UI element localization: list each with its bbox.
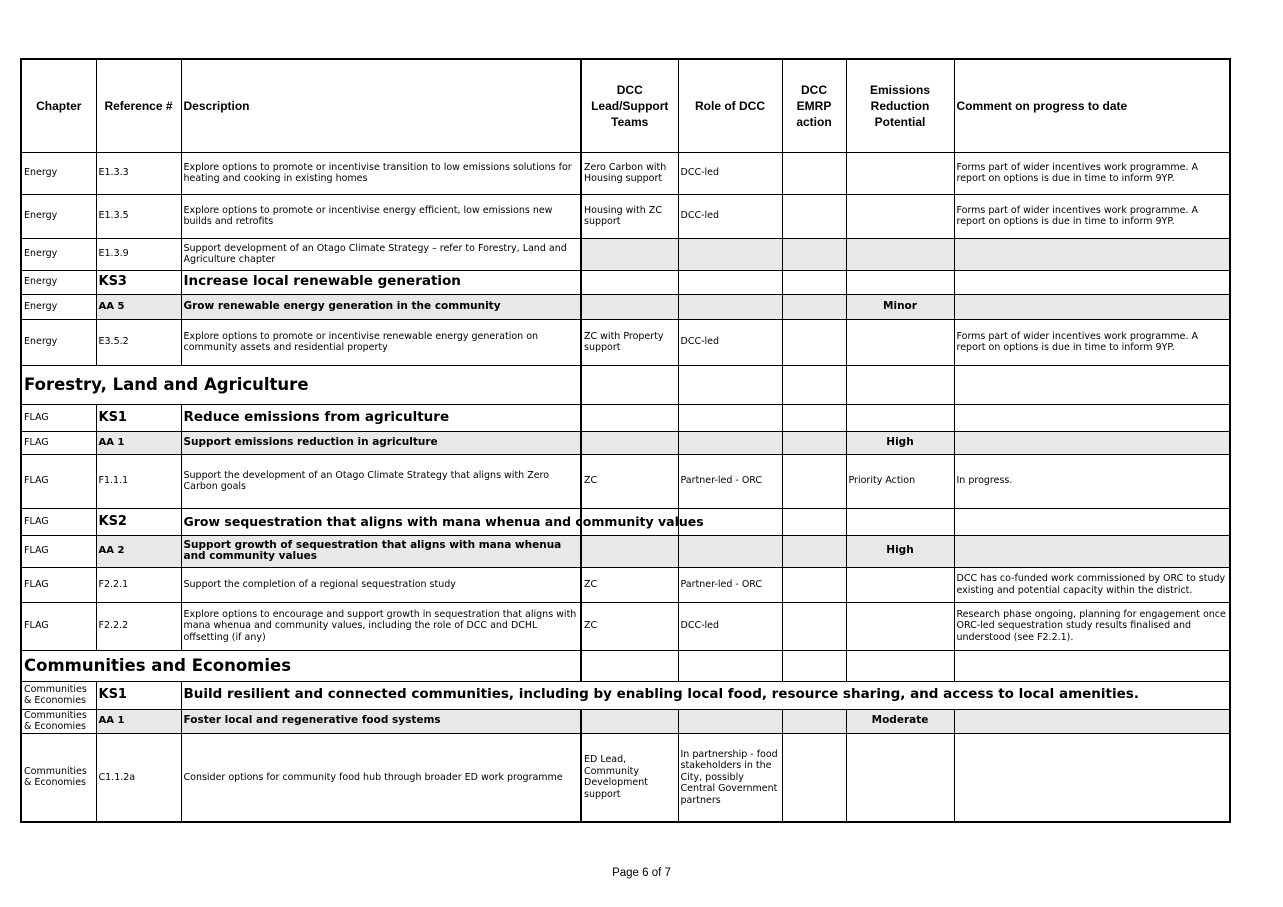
cell-lead (581, 270, 678, 294)
table-row (21, 681, 1230, 709)
table-row (21, 194, 1230, 238)
cell-role (678, 365, 782, 404)
cell-role: DCC-led (678, 602, 782, 650)
cell-lead (581, 535, 678, 567)
cell-comment: In progress. (954, 454, 1230, 508)
cell-lead (581, 431, 678, 454)
cell-lead: Housing with ZC support (581, 194, 678, 238)
table-row (21, 404, 1230, 431)
cell-chapter: Communities & Economies (21, 733, 96, 822)
cell-lead (581, 404, 678, 431)
cell-comment (954, 431, 1230, 454)
cell-comment (954, 365, 1230, 404)
section-heading: Communities and Economies (21, 650, 581, 681)
header-row (21, 59, 1230, 152)
cell-potential (846, 650, 954, 681)
cell-lead: ZC (581, 567, 678, 602)
section-row (21, 365, 1230, 404)
cell-comment (954, 270, 1230, 294)
cell-chapter: FLAG (21, 567, 96, 602)
cell-reference: KS1 (96, 404, 181, 431)
cell-role: DCC-led (678, 194, 782, 238)
header-emrp: DCC EMRP action (782, 59, 846, 152)
cell-reference: AA 1 (96, 431, 181, 454)
cell-description: Grow renewable energy generation in the community (181, 294, 581, 319)
cell-reference: E1.3.9 (96, 238, 181, 270)
cell-role (678, 270, 782, 294)
cell-description: Consider options for community food hub through broader ED work programme (181, 733, 581, 822)
cell-comment (954, 535, 1230, 567)
table-row (21, 152, 1230, 194)
cell-emrp (782, 733, 846, 822)
cell-potential: Priority Action (846, 454, 954, 508)
cell-chapter: Communities & Economies (21, 709, 96, 733)
cell-potential: High (846, 431, 954, 454)
cell-lead (581, 650, 678, 681)
table-row (21, 567, 1230, 602)
table-row (21, 270, 1230, 294)
cell-description: Explore options to promote or incentivise energy efficient, low emissions new builds and retrofits (181, 194, 581, 238)
cell-role (678, 650, 782, 681)
cell-emrp (782, 238, 846, 270)
cell-description: Explore options to encourage and support growth in sequestration that aligns with mana whenua and community values, including the role of DCC and DCHL offsetting (if any) (181, 602, 581, 650)
cell-chapter: FLAG (21, 508, 96, 535)
cell-description: Foster local and regenerative food systems (181, 709, 581, 733)
cell-reference: E3.5.2 (96, 319, 181, 365)
cell-potential (846, 238, 954, 270)
cell-role (678, 294, 782, 319)
progress-table (20, 58, 1231, 823)
cell-chapter: FLAG (21, 535, 96, 567)
cell-potential (846, 508, 954, 535)
header-lead: DCC Lead/Support Teams (581, 59, 678, 152)
cell-comment: DCC has co-funded work commissioned by ORC to study existing and potential capacity within the district. (954, 567, 1230, 602)
cell-emrp (782, 454, 846, 508)
cell-comment (954, 709, 1230, 733)
cell-description: Build resilient and connected communities, including by enabling local food, resource sharing, and access to local amenities. (181, 681, 1230, 709)
cell-comment: Research phase ongoing, planning for engagement once ORC-led sequestration study results finalised and understood (see F2.2.1). (954, 602, 1230, 650)
cell-lead: ZC with Property support (581, 319, 678, 365)
header-role: Role of DCC (678, 59, 782, 152)
cell-emrp (782, 294, 846, 319)
cell-lead: ZC (581, 602, 678, 650)
table-row (21, 454, 1230, 508)
header-comment: Comment on progress to date (954, 59, 1230, 152)
cell-potential: High (846, 535, 954, 567)
cell-role: Partner-led - ORC (678, 454, 782, 508)
cell-potential (846, 733, 954, 822)
cell-emrp (782, 709, 846, 733)
cell-reference: AA 1 (96, 709, 181, 733)
cell-comment (954, 238, 1230, 270)
cell-comment: Forms part of wider incentives work programme. A report on options is due in time to inform 9YP. (954, 319, 1230, 365)
cell-comment (954, 650, 1230, 681)
cell-role (678, 238, 782, 270)
page-number: Page 6 of 7 (612, 867, 671, 879)
cell-emrp (782, 404, 846, 431)
cell-role (678, 709, 782, 733)
cell-reference: F1.1.1 (96, 454, 181, 508)
cell-reference: E1.3.5 (96, 194, 181, 238)
cell-lead (581, 238, 678, 270)
cell-potential (846, 270, 954, 294)
cell-chapter: FLAG (21, 431, 96, 454)
cell-comment: Forms part of wider incentives work programme. A report on options is due in time to inform 9YP. (954, 194, 1230, 238)
cell-description: Reduce emissions from agriculture (181, 404, 581, 431)
cell-reference: C1.1.2a (96, 733, 181, 822)
cell-emrp (782, 365, 846, 404)
cell-emrp (782, 650, 846, 681)
cell-chapter: FLAG (21, 602, 96, 650)
cell-chapter: FLAG (21, 404, 96, 431)
cell-lead (581, 365, 678, 404)
table-row (21, 602, 1230, 650)
cell-chapter: Energy (21, 194, 96, 238)
table-row (21, 733, 1230, 822)
header-description: Description (181, 59, 581, 152)
cell-potential (846, 152, 954, 194)
cell-description: Explore options to promote or incentivise renewable energy generation on community assets and residential property (181, 319, 581, 365)
table-row (21, 508, 1230, 535)
cell-comment (954, 294, 1230, 319)
cell-chapter: Energy (21, 319, 96, 365)
cell-lead (581, 709, 678, 733)
cell-potential (846, 194, 954, 238)
cell-role: In partnership - food stakeholders in the City, possibly Central Government partners (678, 733, 782, 822)
cell-role (678, 404, 782, 431)
cell-potential (846, 319, 954, 365)
cell-chapter: Energy (21, 152, 96, 194)
cell-potential (846, 404, 954, 431)
cell-role: DCC-led (678, 152, 782, 194)
cell-emrp (782, 194, 846, 238)
cell-comment (954, 508, 1230, 535)
cell-potential: Minor (846, 294, 954, 319)
cell-potential (846, 567, 954, 602)
cell-reference: AA 5 (96, 294, 181, 319)
table-row (21, 238, 1230, 270)
cell-comment (954, 404, 1230, 431)
cell-emrp (782, 508, 846, 535)
cell-comment (954, 733, 1230, 822)
cell-potential: Moderate (846, 709, 954, 733)
cell-emrp (782, 152, 846, 194)
cell-description: Grow sequestration that aligns with mana whenua and community values (181, 508, 581, 535)
header-potential: Emissions Reduction Potential (846, 59, 954, 152)
cell-emrp (782, 567, 846, 602)
cell-reference: KS3 (96, 270, 181, 294)
cell-lead (581, 294, 678, 319)
cell-reference: AA 2 (96, 535, 181, 567)
cell-lead: ED Lead, Community Development support (581, 733, 678, 822)
cell-comment: Forms part of wider incentives work programme. A report on options is due in time to inform 9YP. (954, 152, 1230, 194)
cell-emrp (782, 319, 846, 365)
cell-reference: F2.2.1 (96, 567, 181, 602)
header-reference: Reference # (96, 59, 181, 152)
cell-role: Partner-led - ORC (678, 567, 782, 602)
section-heading: Forestry, Land and Agriculture (21, 365, 581, 404)
cell-chapter: Communities & Economies (21, 681, 96, 709)
cell-description: Support the development of an Otago Climate Strategy that aligns with Zero Carbon goals (181, 454, 581, 508)
header-chapter: Chapter (21, 59, 96, 152)
section-row (21, 650, 1230, 681)
table-row (21, 535, 1230, 567)
cell-chapter: Energy (21, 238, 96, 270)
cell-reference: KS2 (96, 508, 181, 535)
table-row (21, 294, 1230, 319)
cell-chapter: FLAG (21, 454, 96, 508)
cell-emrp (782, 431, 846, 454)
cell-chapter: Energy (21, 294, 96, 319)
cell-role: DCC-led (678, 319, 782, 365)
cell-lead: ZC (581, 454, 678, 508)
cell-potential (846, 602, 954, 650)
table-row (21, 431, 1230, 454)
cell-role (678, 535, 782, 567)
cell-description: Increase local renewable generation (181, 270, 581, 294)
cell-description: Explore options to promote or incentivise transition to low emissions solutions for heating and cooking in existing homes (181, 152, 581, 194)
cell-potential (846, 365, 954, 404)
cell-reference: E1.3.3 (96, 152, 181, 194)
cell-reference: KS1 (96, 681, 181, 709)
cell-chapter: Energy (21, 270, 96, 294)
cell-emrp (782, 602, 846, 650)
cell-description: Support development of an Otago Climate Strategy – refer to Forestry, Land and Agriculture chapter (181, 238, 581, 270)
cell-role (678, 431, 782, 454)
cell-reference: F2.2.2 (96, 602, 181, 650)
cell-description: Support emissions reduction in agriculture (181, 431, 581, 454)
table-row (21, 709, 1230, 733)
cell-lead: Zero Carbon with Housing support (581, 152, 678, 194)
cell-emrp (782, 270, 846, 294)
cell-description: Support the completion of a regional sequestration study (181, 567, 581, 602)
cell-description: Support growth of sequestration that aligns with mana whenua and community values (181, 535, 581, 567)
table-row (21, 319, 1230, 365)
cell-emrp (782, 535, 846, 567)
